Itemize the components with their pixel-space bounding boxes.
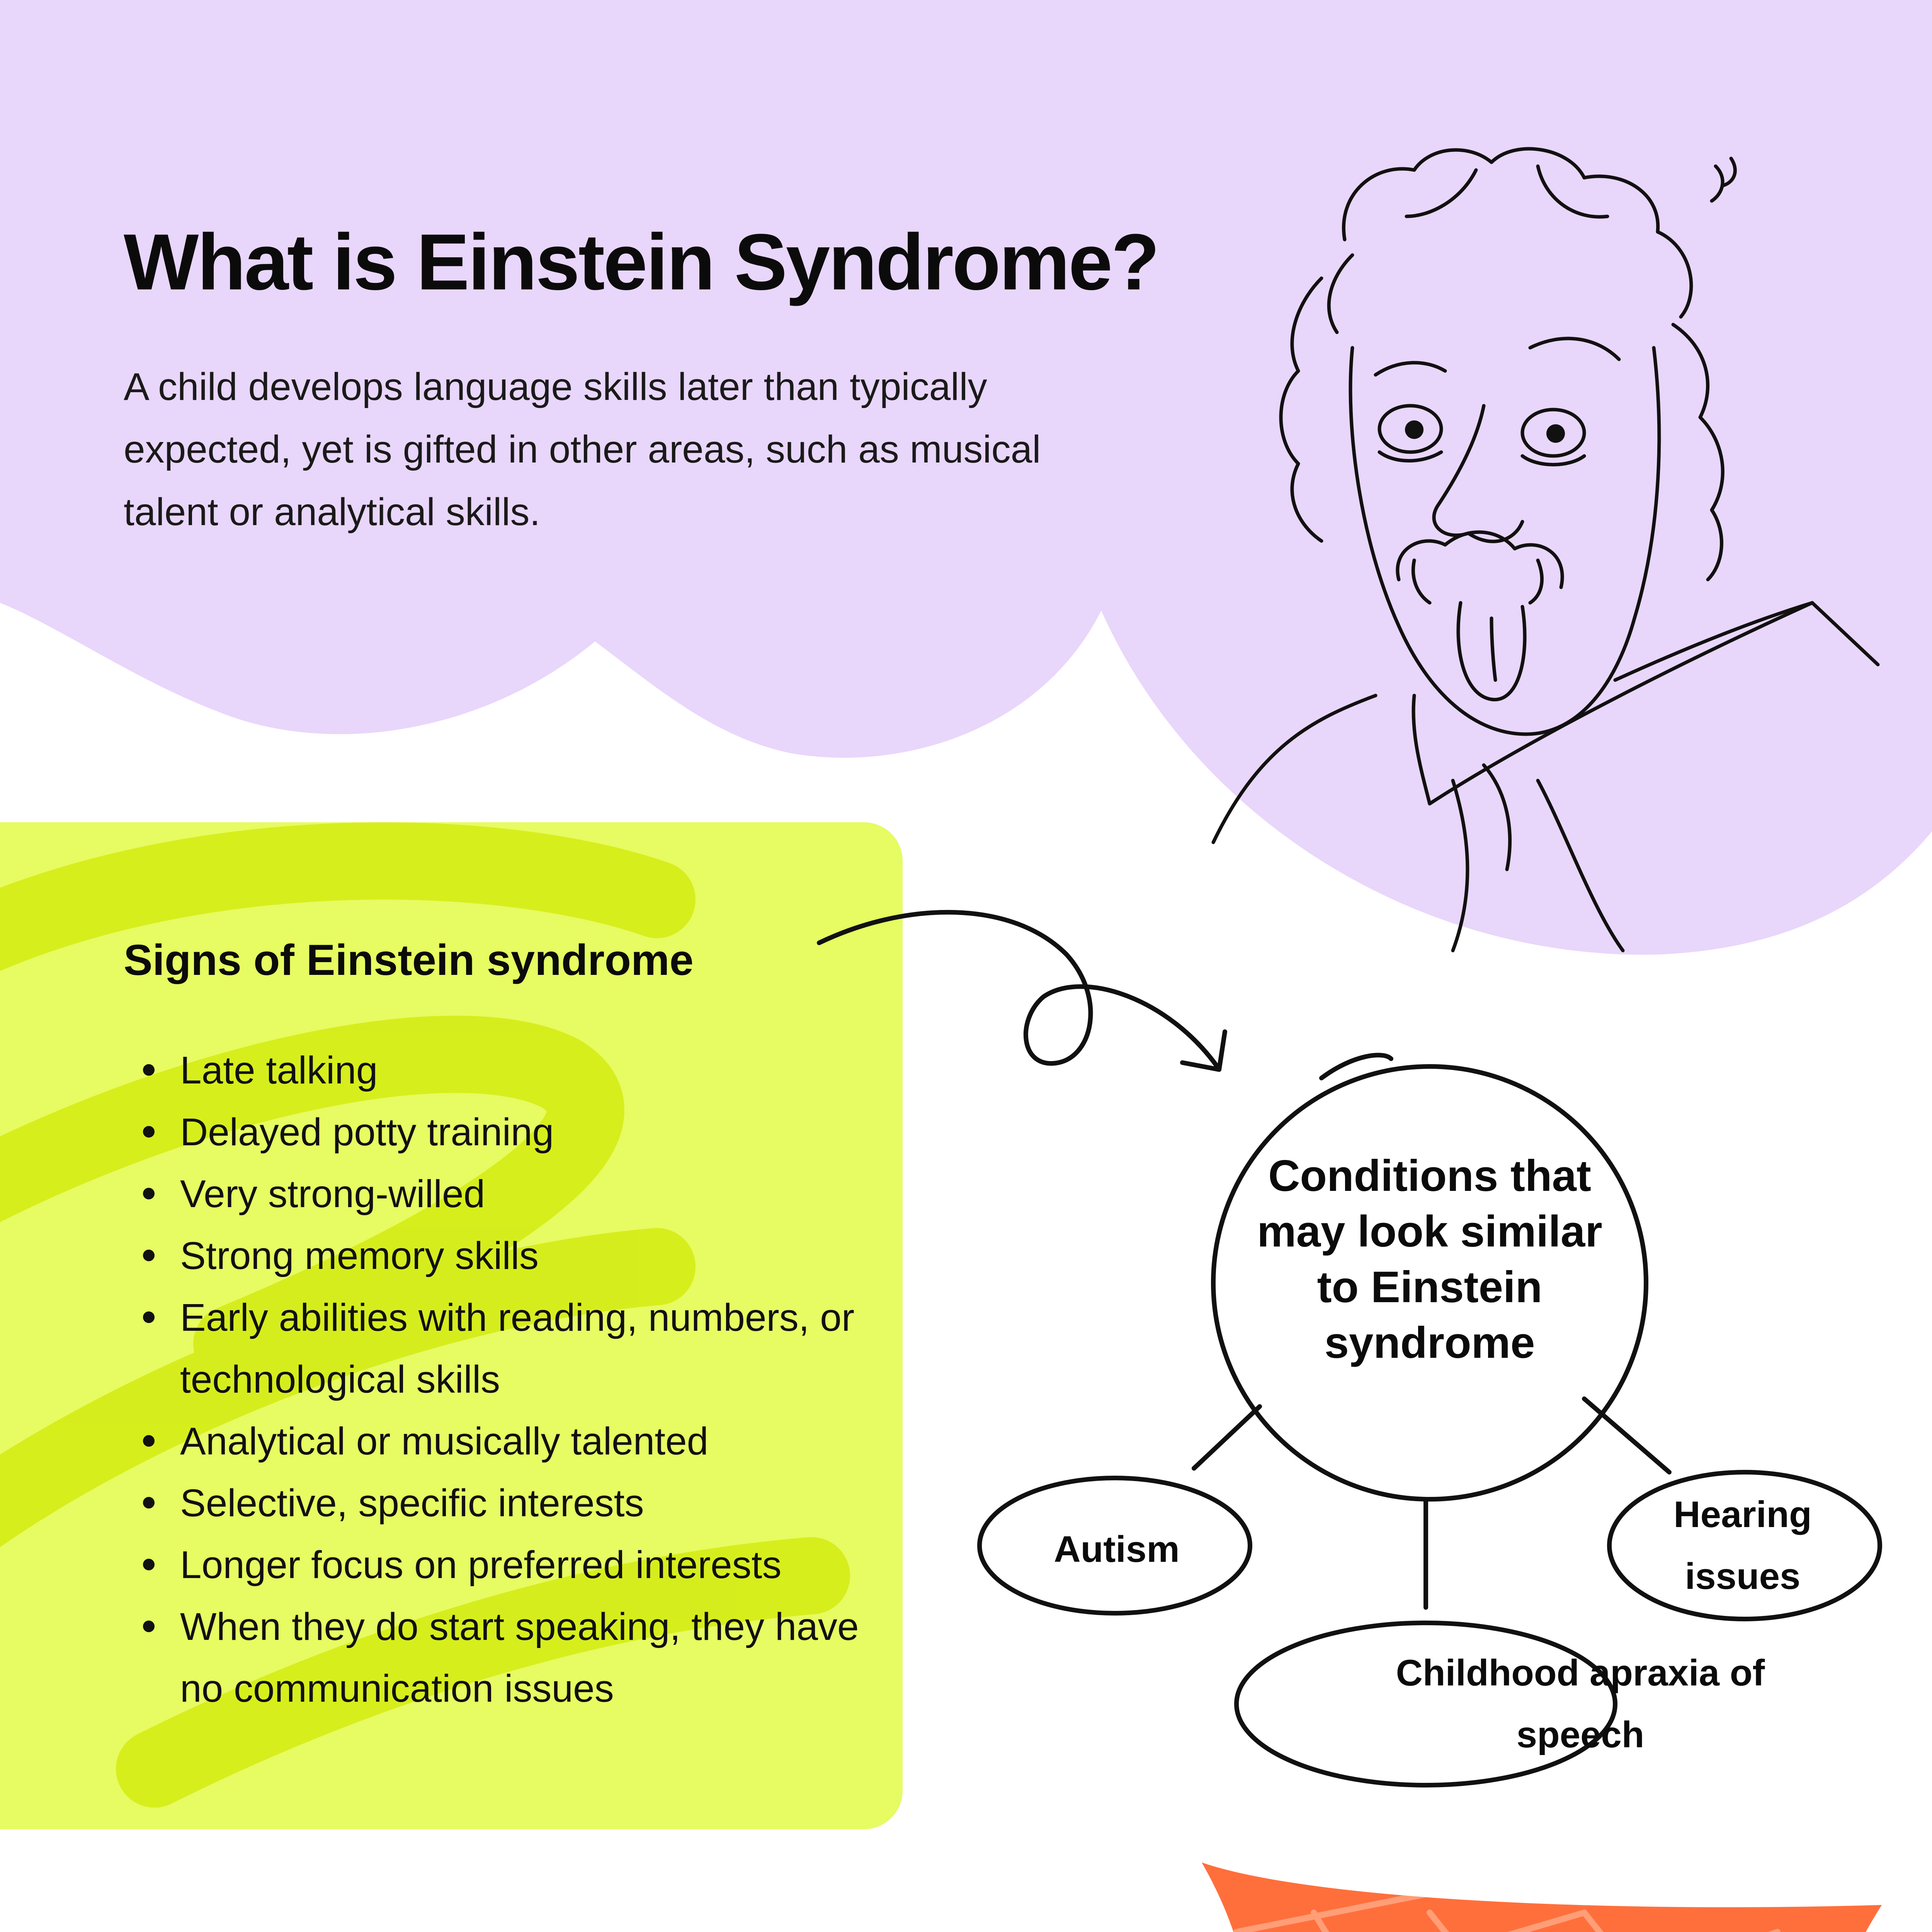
list-item: Delayed potty training <box>124 1101 889 1163</box>
page-title: What is Einstein Syndrome? <box>124 218 1158 306</box>
signs-heading: Signs of Einstein syndrome <box>124 936 694 984</box>
list-item: Strong memory skills <box>124 1225 889 1287</box>
intro-text: A child develops language skills later than typically expected, yet is gifted in other areas, such as musical talent or analytical skills. <box>124 365 1041 534</box>
autism-label: Autism <box>1054 1529 1180 1570</box>
list-item: When they do start speaking, they have no communication issues <box>124 1596 889 1719</box>
list-item: Selective, specific interests <box>124 1472 889 1534</box>
list-item: Late talking <box>124 1039 889 1101</box>
center-node-label: Conditions that may look similar to Einstein syndrome <box>1257 1151 1602 1367</box>
list-item: Analytical or musically talented <box>124 1410 889 1472</box>
apraxia-label-text: Childhood apraxia of speech <box>1396 1652 1765 1755</box>
list-item: Very strong-willed <box>124 1163 889 1225</box>
hearing-label-text: Hearing issues <box>1673 1494 1812 1597</box>
list-item: Longer focus on preferred interests <box>124 1534 889 1596</box>
list-item: Early abilities with reading, numbers, or technological skills <box>124 1287 889 1410</box>
